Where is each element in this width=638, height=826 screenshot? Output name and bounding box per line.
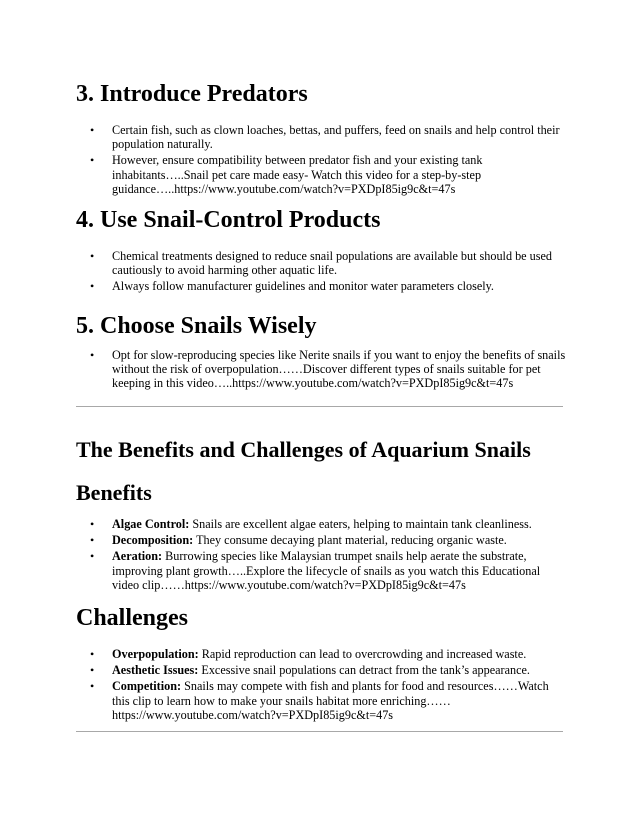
list-item: • Chemical treatments designed to reduce snail populations are available but should be used cautiously to avoid harming other aquatic life. xyxy=(76,249,566,277)
list-item: • Certain fish, such as clown loaches, bettas, and puffers, feed on snails and help control their population naturally. xyxy=(76,123,566,151)
horizontal-divider xyxy=(76,731,563,732)
products-bullet-list xyxy=(76,249,566,296)
term-description: Snails are excellent algae eaters, helping to maintain tank cleanliness. xyxy=(189,517,532,531)
term-description: Burrowing species like Malaysian trumpet snails help aerate the substrate, improving plant growth…..Explore the lifecycle of snails as you watch this Educational video clip……https://www.youtube.com/watch?v=PXDpI85ig9c&t=47s xyxy=(112,549,541,592)
heading-benefits-and-challenges: The Benefits and Challenges of Aquarium Snails xyxy=(76,437,531,462)
list-item xyxy=(76,533,566,547)
heading-choose-snails-wisely: 5. Choose Snails Wisely xyxy=(76,313,317,339)
term-label: Competition: xyxy=(112,679,182,694)
predators-bullet-list xyxy=(76,123,566,198)
heading-challenges: Challenges xyxy=(76,605,189,631)
term-label: Aeration: xyxy=(112,549,163,564)
term-description: Snails may compete with fish and plants for food and resources……Watch this clip to learn how to make your snails habitat more enriching……https://www.youtube.com/watch?v=PXDpI85ig9c&t=47s xyxy=(112,679,549,722)
list-item xyxy=(76,517,566,531)
list-item: • Always follow manufacturer guidelines and monitor water parameters closely. xyxy=(76,279,566,293)
list-item xyxy=(76,647,566,661)
heading-introduce-predators: 3. Introduce Predators xyxy=(76,81,308,107)
term-label: Aesthetic Issues: xyxy=(112,663,199,678)
list-item xyxy=(76,549,566,592)
term-label: Algae Control: xyxy=(112,517,190,531)
list-item xyxy=(76,663,566,677)
term-description: They consume decaying plant material, reducing organic waste. xyxy=(193,533,507,548)
heading-benefits: Benefits xyxy=(76,480,152,505)
term-description: Excessive snail populations can detract from the tank’s appearance. xyxy=(198,663,530,678)
horizontal-divider xyxy=(76,406,563,407)
term-label: Decomposition: xyxy=(112,533,194,548)
benefits-bullet-list xyxy=(76,517,566,594)
challenges-bullet-list xyxy=(76,647,566,724)
heading-snail-control-products: 4. Use Snail-Control Products xyxy=(76,207,381,233)
list-item: • Opt for slow-reproducing species like Nerite snails if you want to enjoy the benefits of snails without the risk of overpopulation……Discover different types of snails suitable for pet keeping in this video…..https://www.youtube.com/watch?v=PXDpI85ig9c&t=47s xyxy=(76,348,566,391)
term-description: Rapid reproduction can lead to overcrowding and increased waste. xyxy=(198,647,527,661)
list-item: • However, ensure compatibility between predator fish and your existing tank inhabitants…..Snail pet care made easy- Watch this video for a step-by-step guidance…..https://www.youtube.com/watch?v=PXDpI85ig9c&t=47s xyxy=(76,153,566,196)
choose-bullet-list xyxy=(76,348,566,393)
term-label: Overpopulation: xyxy=(112,647,199,661)
list-item xyxy=(76,679,566,722)
